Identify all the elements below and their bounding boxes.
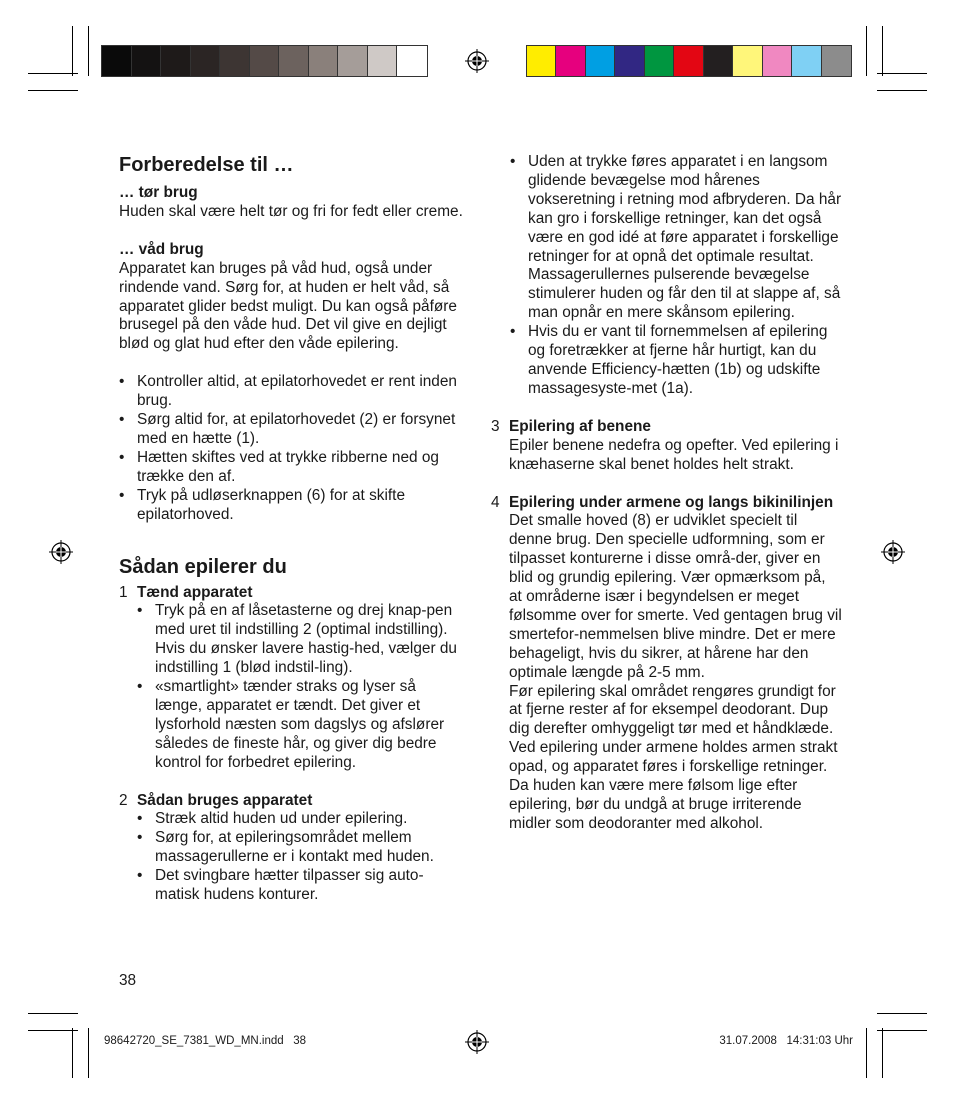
color-swatch (704, 46, 733, 76)
list-item: • Stræk altid huden ud under epilering. (137, 810, 464, 829)
list-item: • Kontroller altid, at epilatorhovedet er rent inden brug. (119, 373, 464, 411)
wet-use-text: Apparatet kan bruges på våd hud, også under rindende vand. Sørg for, at huden er helt våd, så apparatet glider bedst muligt. Du kan også påføre brusegel på den våde hud. Det vil give en dejligt blød og glat hud efter den våde epilering. (119, 259, 457, 353)
list-item: • Tryk på en af låsetasterne og drej knap-pen med uret til indstilling 2 (optimal indstilling). Hvis du ønsker lavere hastig-hed, vælger du indstilling 1 (blød indstil-ling). (137, 602, 464, 678)
gray-swatch (309, 46, 339, 76)
gray-swatch (161, 46, 191, 76)
crop-mark (72, 26, 73, 76)
gray-swatch (397, 46, 427, 76)
page-number: 38 (119, 972, 137, 989)
section-heading-how-to-epilate: Sådan epilerer du (119, 555, 287, 578)
color-swatch (615, 46, 644, 76)
registration-mark-icon (881, 540, 905, 564)
step-2-list (137, 810, 464, 905)
gray-swatch (132, 46, 162, 76)
crop-mark (877, 90, 927, 91)
left-column (119, 153, 464, 905)
color-swatch (733, 46, 762, 76)
list-item: • Uden at trykke føres apparatet i en langsom glidende bevægelse mod hårenes vokseretning i retning mod afbryderen. Da hår kan gro i forskellige retninger, kan det også være en god idé at føre apparatet i forskellige retninger for at opnå det optimale resultat. Massagerullernes pulserende bevægelse stimulerer huden og får den til at slappe af, så man opnår en mere skånsom epilering. (510, 153, 842, 323)
gray-swatch (220, 46, 250, 76)
color-swatch (792, 46, 821, 76)
subheading-dry-use: … tør brug (119, 184, 198, 201)
crop-mark (72, 1028, 73, 1078)
step-text: Det smalle hoved (8) er udviklet specielt til denne brug. Den specielle udformning, som er tilpasset konturerne i disse områ-der, giver en blid og grundig epilering. Vær opmærksom på, at områderne især i begyndelsen er meget følsomme over for smerte. Ved gentagen brug vil smertefor-nemmelsen blive mindre. Det er mere behageligt, hvis du sikrer, at hårene har den optimale længde på 2-5 mm. (509, 512, 842, 681)
crop-mark (28, 73, 78, 74)
step-text: Før epilering skal området rengøres grundigt for at fjerne rester af for eksempel deodorant. Dup dig derefter omhyggeligt tør med et håndklæde. Ved epilering under armene holdes armen strakt opad, og apparatet føres i forskellige retninger. Da huden kan være mere følsom lige efter epilering, bør du undgå at bruge irriterende midler som deodoranter med alkohol. (509, 682, 838, 832)
subheading-wet-use: … våd brug (119, 240, 204, 258)
crop-mark (88, 26, 89, 76)
crop-mark (882, 26, 883, 76)
step-4 (491, 494, 842, 834)
footer-date: 31.07.2008 14:31:03 Uhr (719, 1035, 853, 1047)
step-3 (491, 418, 842, 475)
list-item: • Hætten skiftes ved at trykke ribberne ned og trække den af. (119, 449, 464, 487)
crop-mark (28, 1030, 78, 1031)
crop-mark (877, 73, 927, 74)
list-item: • Hvis du er vant til fornemmelsen af epilering og foretrækker at fjerne hår hurtigt, kan du anvende Efficiency-hætten (1b) og udskifte massagesyste-met (1a). (510, 323, 842, 399)
step-title: Sådan bruges apparatet (137, 791, 313, 809)
crop-mark (877, 1030, 927, 1031)
crop-mark (88, 1028, 89, 1078)
crop-mark (866, 26, 867, 76)
registration-mark-icon (465, 1030, 489, 1054)
step-title: Tænd apparatet (137, 583, 253, 601)
dry-use-text: Huden skal være helt tør og fri for fedt eller creme. (119, 202, 463, 220)
color-swatch (645, 46, 674, 76)
registration-mark-icon (49, 540, 73, 564)
gray-swatch (368, 46, 398, 76)
process-color-bar (526, 45, 852, 77)
footer-file-info: 98642720_SE_7381_WD_MN.indd 38 (104, 1035, 307, 1047)
gray-swatch (279, 46, 309, 76)
gray-swatch (338, 46, 368, 76)
step-2 (119, 792, 464, 905)
color-swatch (586, 46, 615, 76)
gray-swatch (250, 46, 280, 76)
crop-mark (882, 1028, 883, 1078)
color-swatch (674, 46, 703, 76)
step-title: Epilering af benene (509, 417, 651, 435)
registration-mark-icon (465, 49, 489, 73)
section-heading-preparation: Forberedelse til … (119, 154, 294, 176)
crop-mark (28, 1013, 78, 1014)
preparation-list (119, 373, 464, 524)
step-number: 3 (491, 417, 500, 435)
gray-swatch (191, 46, 221, 76)
step-1 (119, 584, 464, 773)
crop-mark (866, 1028, 867, 1078)
step-text: Epiler benene nedefra og opefter. Ved epilering i knæhaserne skal benet holdes helt strakt. (509, 436, 839, 473)
step-number: 1 (119, 583, 128, 601)
list-item: • Det svingbare hætter tilpasser sig auto-matisk hudens konturer. (137, 867, 464, 905)
gray-swatch (102, 46, 132, 76)
color-swatch (556, 46, 585, 76)
step-1-list (137, 602, 464, 772)
list-item: • «smartlight» tænder straks og lyser så længe, apparatet er tændt. Det giver et lysforhold næsten som dagslys og afslører således de fineste hår, og giver dig bedre kontrol for forbedret epilering. (137, 678, 464, 773)
step-number: 4 (491, 493, 500, 511)
list-item: • Sørg altid for, at epilatorhovedet (2) er forsynet med en hætte (1). (119, 411, 464, 449)
list-item: • Sørg for, at epileringsområdet mellem massagerullerne er i kontakt med huden. (137, 829, 464, 867)
right-column (491, 153, 842, 834)
grayscale-color-bar (101, 45, 428, 77)
color-swatch (763, 46, 792, 76)
step-title: Epilering under armene og langs bikinilinjen (509, 493, 834, 511)
list-item: • Tryk på udløserknappen (6) for at skifte epilatorhoved. (119, 487, 464, 525)
crop-mark (877, 1013, 927, 1014)
step-number: 2 (119, 791, 128, 809)
crop-mark (28, 90, 78, 91)
color-swatch (527, 46, 556, 76)
color-swatch (822, 46, 851, 76)
technique-list (510, 153, 842, 399)
